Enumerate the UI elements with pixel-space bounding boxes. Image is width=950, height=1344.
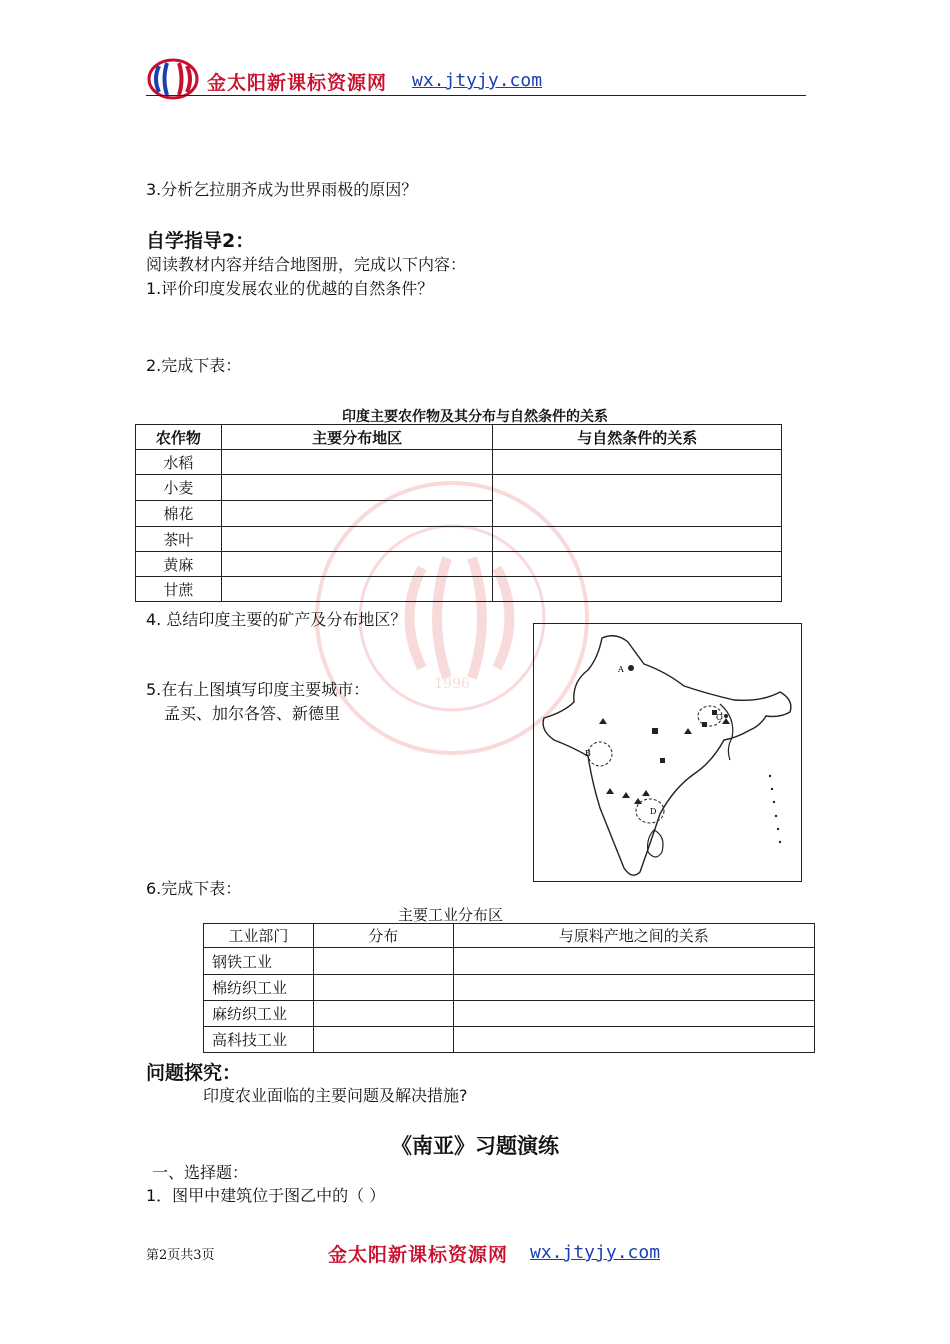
india-map bbox=[533, 623, 802, 882]
question-3: 3.分析乞拉朋齐成为世界雨极的原因？ bbox=[146, 180, 418, 199]
exercise-section: 一、选择题： bbox=[152, 1163, 249, 1182]
map-label-a: A bbox=[618, 665, 624, 674]
crop-relation-cell[interactable] bbox=[493, 552, 782, 577]
map-label-b: B bbox=[585, 749, 591, 758]
map-label-d: D bbox=[650, 807, 657, 816]
exercise-title: 《南亚》习题演练 bbox=[391, 1133, 559, 1158]
header-url-link[interactable]: wx.jtyjy.com bbox=[412, 70, 543, 91]
crop-name: 水稻 bbox=[136, 450, 222, 475]
crop-name: 黄麻 bbox=[136, 552, 222, 577]
crop-region-cell[interactable] bbox=[221, 527, 493, 552]
crop-region-cell[interactable] bbox=[221, 450, 493, 475]
question-4: 4. 总结印度主要的矿产及分布地区？ bbox=[146, 610, 407, 629]
header-divider bbox=[146, 95, 806, 96]
industry-relation-cell[interactable] bbox=[453, 948, 814, 975]
question-1: 1.评价印度发展农业的优越的自然条件？ bbox=[146, 279, 434, 298]
crop-name: 小麦 bbox=[136, 475, 222, 501]
footer-site-name: 金太阳新课标资源网 bbox=[328, 1244, 509, 1266]
industry-distribution-cell[interactable] bbox=[313, 1001, 453, 1027]
crop-region-cell[interactable] bbox=[221, 577, 493, 602]
crop-relation-cell[interactable] bbox=[493, 527, 782, 552]
col-header-relation: 与自然条件的关系 bbox=[493, 425, 782, 450]
india-map-drawing bbox=[534, 624, 801, 881]
col-header-region: 主要分布地区 bbox=[221, 425, 493, 450]
page-number: 第2页共3页 bbox=[146, 1248, 215, 1263]
industry-distribution-cell[interactable] bbox=[313, 975, 453, 1001]
industry-relation-cell[interactable] bbox=[453, 1001, 814, 1027]
industry-name: 高科技工业 bbox=[204, 1027, 314, 1053]
footer-url-link[interactable]: wx.jtyjy.com bbox=[530, 1242, 661, 1263]
site-logo-icon bbox=[147, 58, 199, 100]
crop-region-cell[interactable] bbox=[221, 475, 493, 501]
watermark-year: 1996 bbox=[434, 676, 470, 692]
industry-name: 钢铁工业 bbox=[204, 948, 314, 975]
map-label-c: C bbox=[716, 713, 723, 722]
crop-table-caption: 印度主要农作物及其分布与自然条件的关系 bbox=[342, 409, 608, 425]
industry-distribution-cell[interactable] bbox=[313, 948, 453, 975]
col-header-distribution: 分布 bbox=[313, 924, 453, 948]
crop-relation-cell[interactable] bbox=[493, 450, 782, 475]
industry-relation-cell[interactable] bbox=[453, 1027, 814, 1053]
col-header-industry: 工业部门 bbox=[204, 924, 314, 948]
crop-region-cell[interactable] bbox=[221, 552, 493, 577]
industry-name: 棉纺织工业 bbox=[204, 975, 314, 1001]
crop-name: 茶叶 bbox=[136, 527, 222, 552]
crop-name: 甘蔗 bbox=[136, 577, 222, 602]
section-intro: 阅读教材内容并结合地图册，完成以下内容： bbox=[146, 255, 467, 274]
industry-relation-cell[interactable] bbox=[453, 975, 814, 1001]
section-heading-2: 自学指导2： bbox=[146, 230, 255, 252]
question-5: 5.在右上图填写印度主要城市： bbox=[146, 680, 370, 699]
industry-name: 麻纺织工业 bbox=[204, 1001, 314, 1027]
crop-table bbox=[135, 424, 782, 602]
header-site-name: 金太阳新课标资源网 bbox=[207, 72, 388, 94]
col-header-material-relation: 与原料产地之间的关系 bbox=[453, 924, 814, 948]
col-header-crop: 农作物 bbox=[136, 425, 222, 450]
inquiry-heading: 问题探究： bbox=[146, 1062, 242, 1084]
industry-table bbox=[203, 923, 815, 1053]
industry-table-caption: 主要工业分布区 bbox=[398, 906, 504, 924]
crop-relation-cell[interactable] bbox=[493, 577, 782, 602]
crop-region-cell[interactable] bbox=[221, 501, 493, 527]
industry-distribution-cell[interactable] bbox=[313, 1027, 453, 1053]
crop-name: 棉花 bbox=[136, 501, 222, 527]
question-2: 2.完成下表： bbox=[146, 356, 242, 375]
question-6: 6.完成下表： bbox=[146, 879, 242, 898]
crop-relation-cell[interactable] bbox=[493, 475, 782, 527]
city-list: 孟买、加尔各答、新德里 bbox=[164, 704, 341, 723]
exercise-question-1: 1．图甲中建筑位于图乙中的（ ） bbox=[146, 1186, 386, 1205]
inquiry-question: 印度农业面临的主要问题及解决措施? bbox=[203, 1086, 468, 1105]
